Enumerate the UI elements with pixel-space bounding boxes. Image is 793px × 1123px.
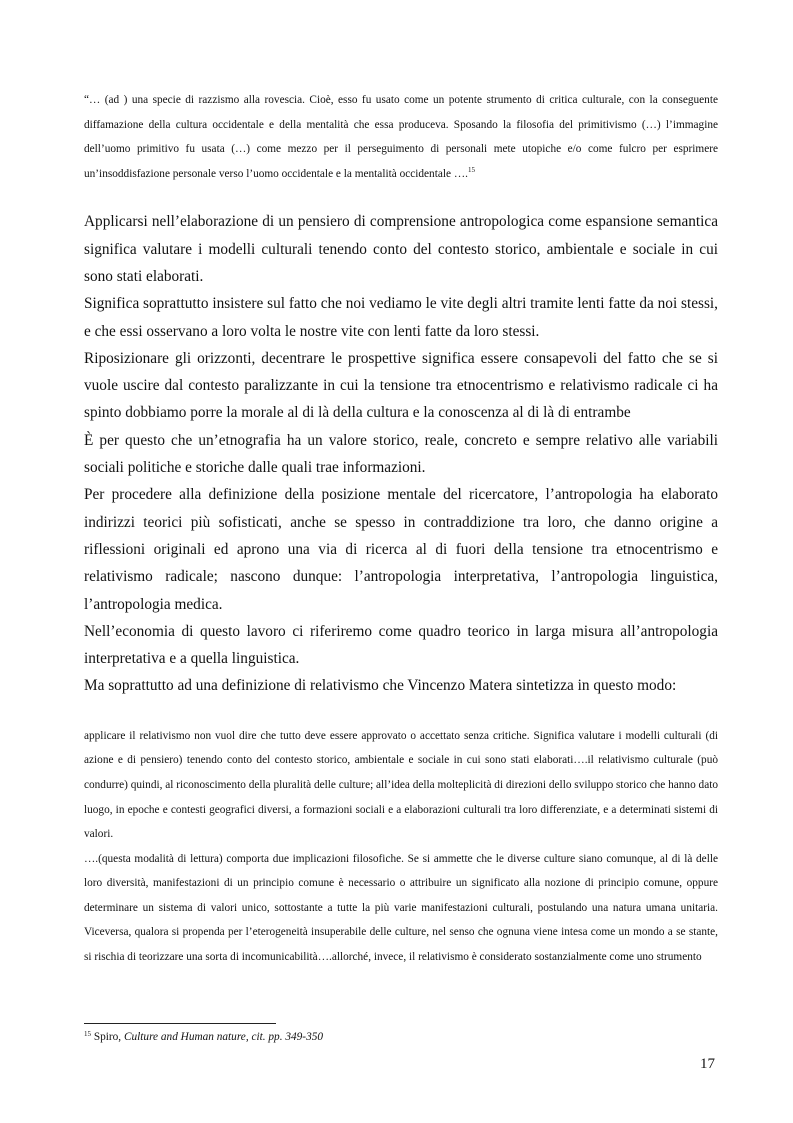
paragraph: È per questo che un’etnografia ha un valore storico, reale, concreto e sempre relativo alle variabili sociali politiche e storiche dalle quali trae informazioni. xyxy=(84,431,718,477)
paragraph: Ma soprattutto ad una definizione di relativismo che Vincenzo Matera sintetizza in questo modo: xyxy=(84,677,677,695)
paragraph: Applicarsi nell’elaborazione di un pensiero di comprensione antropologica come espansione semantica significa valutare i modelli culturali tenendo conto del contesto storico, ambientale e sociale in cui sono stati elaborati. xyxy=(84,213,718,285)
footnote-author: Spiro, xyxy=(93,1031,122,1043)
page-number: 17 xyxy=(700,1056,715,1072)
paragraph: Nell’economia di questo lavoro ci riferiremo come quadro teorico in larga misura all’antropologia interpretativa e a quella linguistica. xyxy=(84,622,718,668)
paragraph: Per procedere alla definizione della posizione mentale del ricercatore, l’antropologia ha elaborato indirizzi teorici più sofisticati, anche se spesso in contraddizione tra loro, che danno origine a riflessioni originali ed aprono una via di ricerca al di fuori della tensione tra etnocentrismo e relativismo radicale; nascono dunque: l’antropologia interpretativa, l’antropologia linguistica, l’antropologia medica. xyxy=(84,486,718,613)
block-quote-matera-continued: ….(questa modalità di lettura) comporta due implicazioni filosofiche. Se si ammette che le diverse culture siano comunque, al di là delle loro diversità, manifestazioni di un principio comune è necessario o attribuire un significato alla nozione di principio comune, oppure determinare un sistema di valori unico, sottostante a tutte la più varie manifestazioni culturali, postulando una natura umana unitaria. Viceversa, qualora si propenda per l’eterogeneità insuperabile delle culture, nel senso che ognuna viene intesa come un mondo a se stante, si rischia di teorizzare una sorta di incomunicabilità….allorché, invece, il relativismo è considerato sostanzialmente come uno strumento xyxy=(84,852,718,964)
block-quote-matera: applicare il relativismo non vuol dire che tutto deve essere approvato o accettato senza critiche. Significa valutare i modelli culturali (di azione e di pensiero) tenendo conto del contesto storico, ambientale e sociale in cui sono stati elaborati….il relativismo culturale (può condurre) quindi, al riconoscimento della pluralità delle culture; all’idea della molteplicità di direzioni dello sviluppo storico che hanno dato luogo, in epoche e contesti geografici diversi, a formazioni sociali e a elaborazioni culturali tra loro differenziate, e a determinati sistemi di valori. xyxy=(84,729,718,841)
paragraph: Riposizionare gli orizzonti, decentrare le prospettive significa essere consapevoli del fatto che se si vuole uscire dal contesto paralizzante in cui la tensione tra etnocentrismo e relativismo radicale ci ha spinto dobbiamo porre la morale al di là della cultura e la conoscenza al di là di entrambe xyxy=(84,349,718,422)
footnote-reference: 15 xyxy=(467,165,475,174)
quote-text: “… (ad ) una specie di razzismo alla rovescia. Cioè, esso fu usato come un potente strumento di critica culturale, con la conseguente diffamazione della cultura occidentale e della mentalità che essa produceva. Sposando la filosofia del primitivismo (…) l’immagine dell’uomo primitivo fu usata (…) come mezzo per il perseguimento di personali mete utopiche e/o come fulcro per esprimere un’insoddisfazione personale verso l’uomo occidentale e la mentalità occidentale …. xyxy=(84,94,718,180)
page-body xyxy=(84,88,718,970)
paragraph: Significa soprattutto insistere sul fatto che noi vediamo le vite degli altri tramite lenti fatte da noi stessi, e che essi osservano a loro volta le nostre vite con lenti fatte da loro stessi. xyxy=(84,295,718,340)
footnote-divider xyxy=(84,1023,276,1024)
footnote-title: Culture and Human nature, cit. pp. 349-350 xyxy=(123,1031,324,1043)
footnote xyxy=(84,1031,323,1043)
footnote-number: 15 xyxy=(84,1030,91,1038)
block-quote-spiro xyxy=(84,88,718,186)
